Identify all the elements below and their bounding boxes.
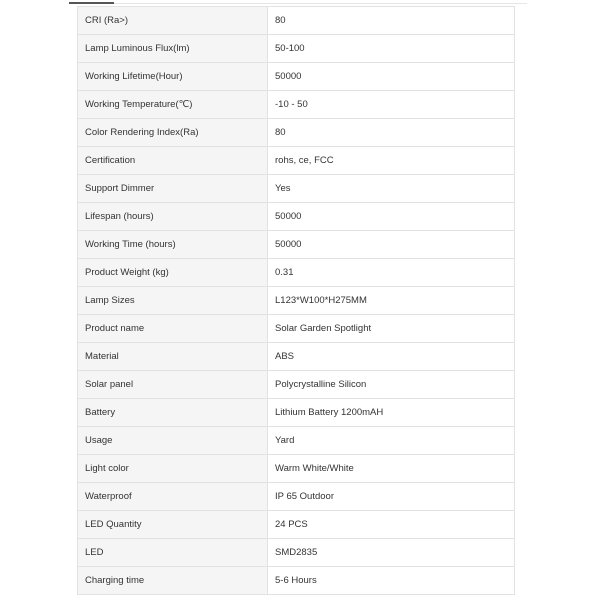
spec-value: 50-100	[268, 35, 515, 63]
spec-value: 5-6 Hours	[268, 567, 515, 595]
spec-label: Usage	[78, 427, 268, 455]
spec-label: Lamp Luminous Flux(lm)	[78, 35, 268, 63]
spec-value: IP 65 Outdoor	[268, 483, 515, 511]
spec-label: Waterproof	[78, 483, 268, 511]
table-row	[78, 259, 515, 287]
spec-label: Light color	[78, 455, 268, 483]
spec-value: Yes	[268, 175, 515, 203]
spec-label: Working Lifetime(Hour)	[78, 63, 268, 91]
spec-value: -10 - 50	[268, 91, 515, 119]
spec-value: L123*W100*H275MM	[268, 287, 515, 315]
spec-value: Warm White/White	[268, 455, 515, 483]
spec-label: Color Rendering Index(Ra)	[78, 119, 268, 147]
spec-table	[77, 6, 515, 595]
table-row	[78, 63, 515, 91]
table-row	[78, 539, 515, 567]
spec-value: 80	[268, 119, 515, 147]
spec-value: SMD2835	[268, 539, 515, 567]
spec-label: Lifespan (hours)	[78, 203, 268, 231]
table-row	[78, 7, 515, 35]
spec-value: Polycrystalline Silicon	[268, 371, 515, 399]
table-row	[78, 147, 515, 175]
spec-label: Material	[78, 343, 268, 371]
spec-value: rohs, ce, FCC	[268, 147, 515, 175]
spec-value: Solar Garden Spotlight	[268, 315, 515, 343]
table-row	[78, 511, 515, 539]
table-row	[78, 315, 515, 343]
spec-label: Battery	[78, 399, 268, 427]
spec-value: 50000	[268, 231, 515, 259]
spec-table-body	[78, 7, 515, 595]
spec-label: LED	[78, 539, 268, 567]
spec-value: 24 PCS	[268, 511, 515, 539]
spec-label: Working Temperature(℃)	[78, 91, 268, 119]
spec-label: Certification	[78, 147, 268, 175]
table-row	[78, 287, 515, 315]
table-row	[78, 343, 515, 371]
spec-label: Charging time	[78, 567, 268, 595]
table-row	[78, 119, 515, 147]
spec-label: Lamp Sizes	[78, 287, 268, 315]
table-row	[78, 567, 515, 595]
spec-value: ABS	[268, 343, 515, 371]
table-row	[78, 35, 515, 63]
spec-value: 0.31	[268, 259, 515, 287]
active-tab-indicator	[69, 2, 114, 4]
table-row	[78, 91, 515, 119]
table-row	[78, 455, 515, 483]
spec-value: Yard	[268, 427, 515, 455]
spec-value: 50000	[268, 203, 515, 231]
table-row	[78, 399, 515, 427]
spec-label: Solar panel	[78, 371, 268, 399]
table-row	[78, 203, 515, 231]
spec-value: Lithium Battery 1200mAH	[268, 399, 515, 427]
spec-value: 50000	[268, 63, 515, 91]
spec-label: Support Dimmer	[78, 175, 268, 203]
table-row	[78, 483, 515, 511]
table-row	[78, 427, 515, 455]
spec-label: LED Quantity	[78, 511, 268, 539]
spec-label: Product Weight (kg)	[78, 259, 268, 287]
spec-value: 80	[268, 7, 515, 35]
table-row	[78, 175, 515, 203]
spec-label: Product name	[78, 315, 268, 343]
table-row	[78, 231, 515, 259]
top-divider	[69, 3, 527, 4]
spec-label: Working Time (hours)	[78, 231, 268, 259]
table-row	[78, 371, 515, 399]
spec-label: CRI (Ra>)	[78, 7, 268, 35]
